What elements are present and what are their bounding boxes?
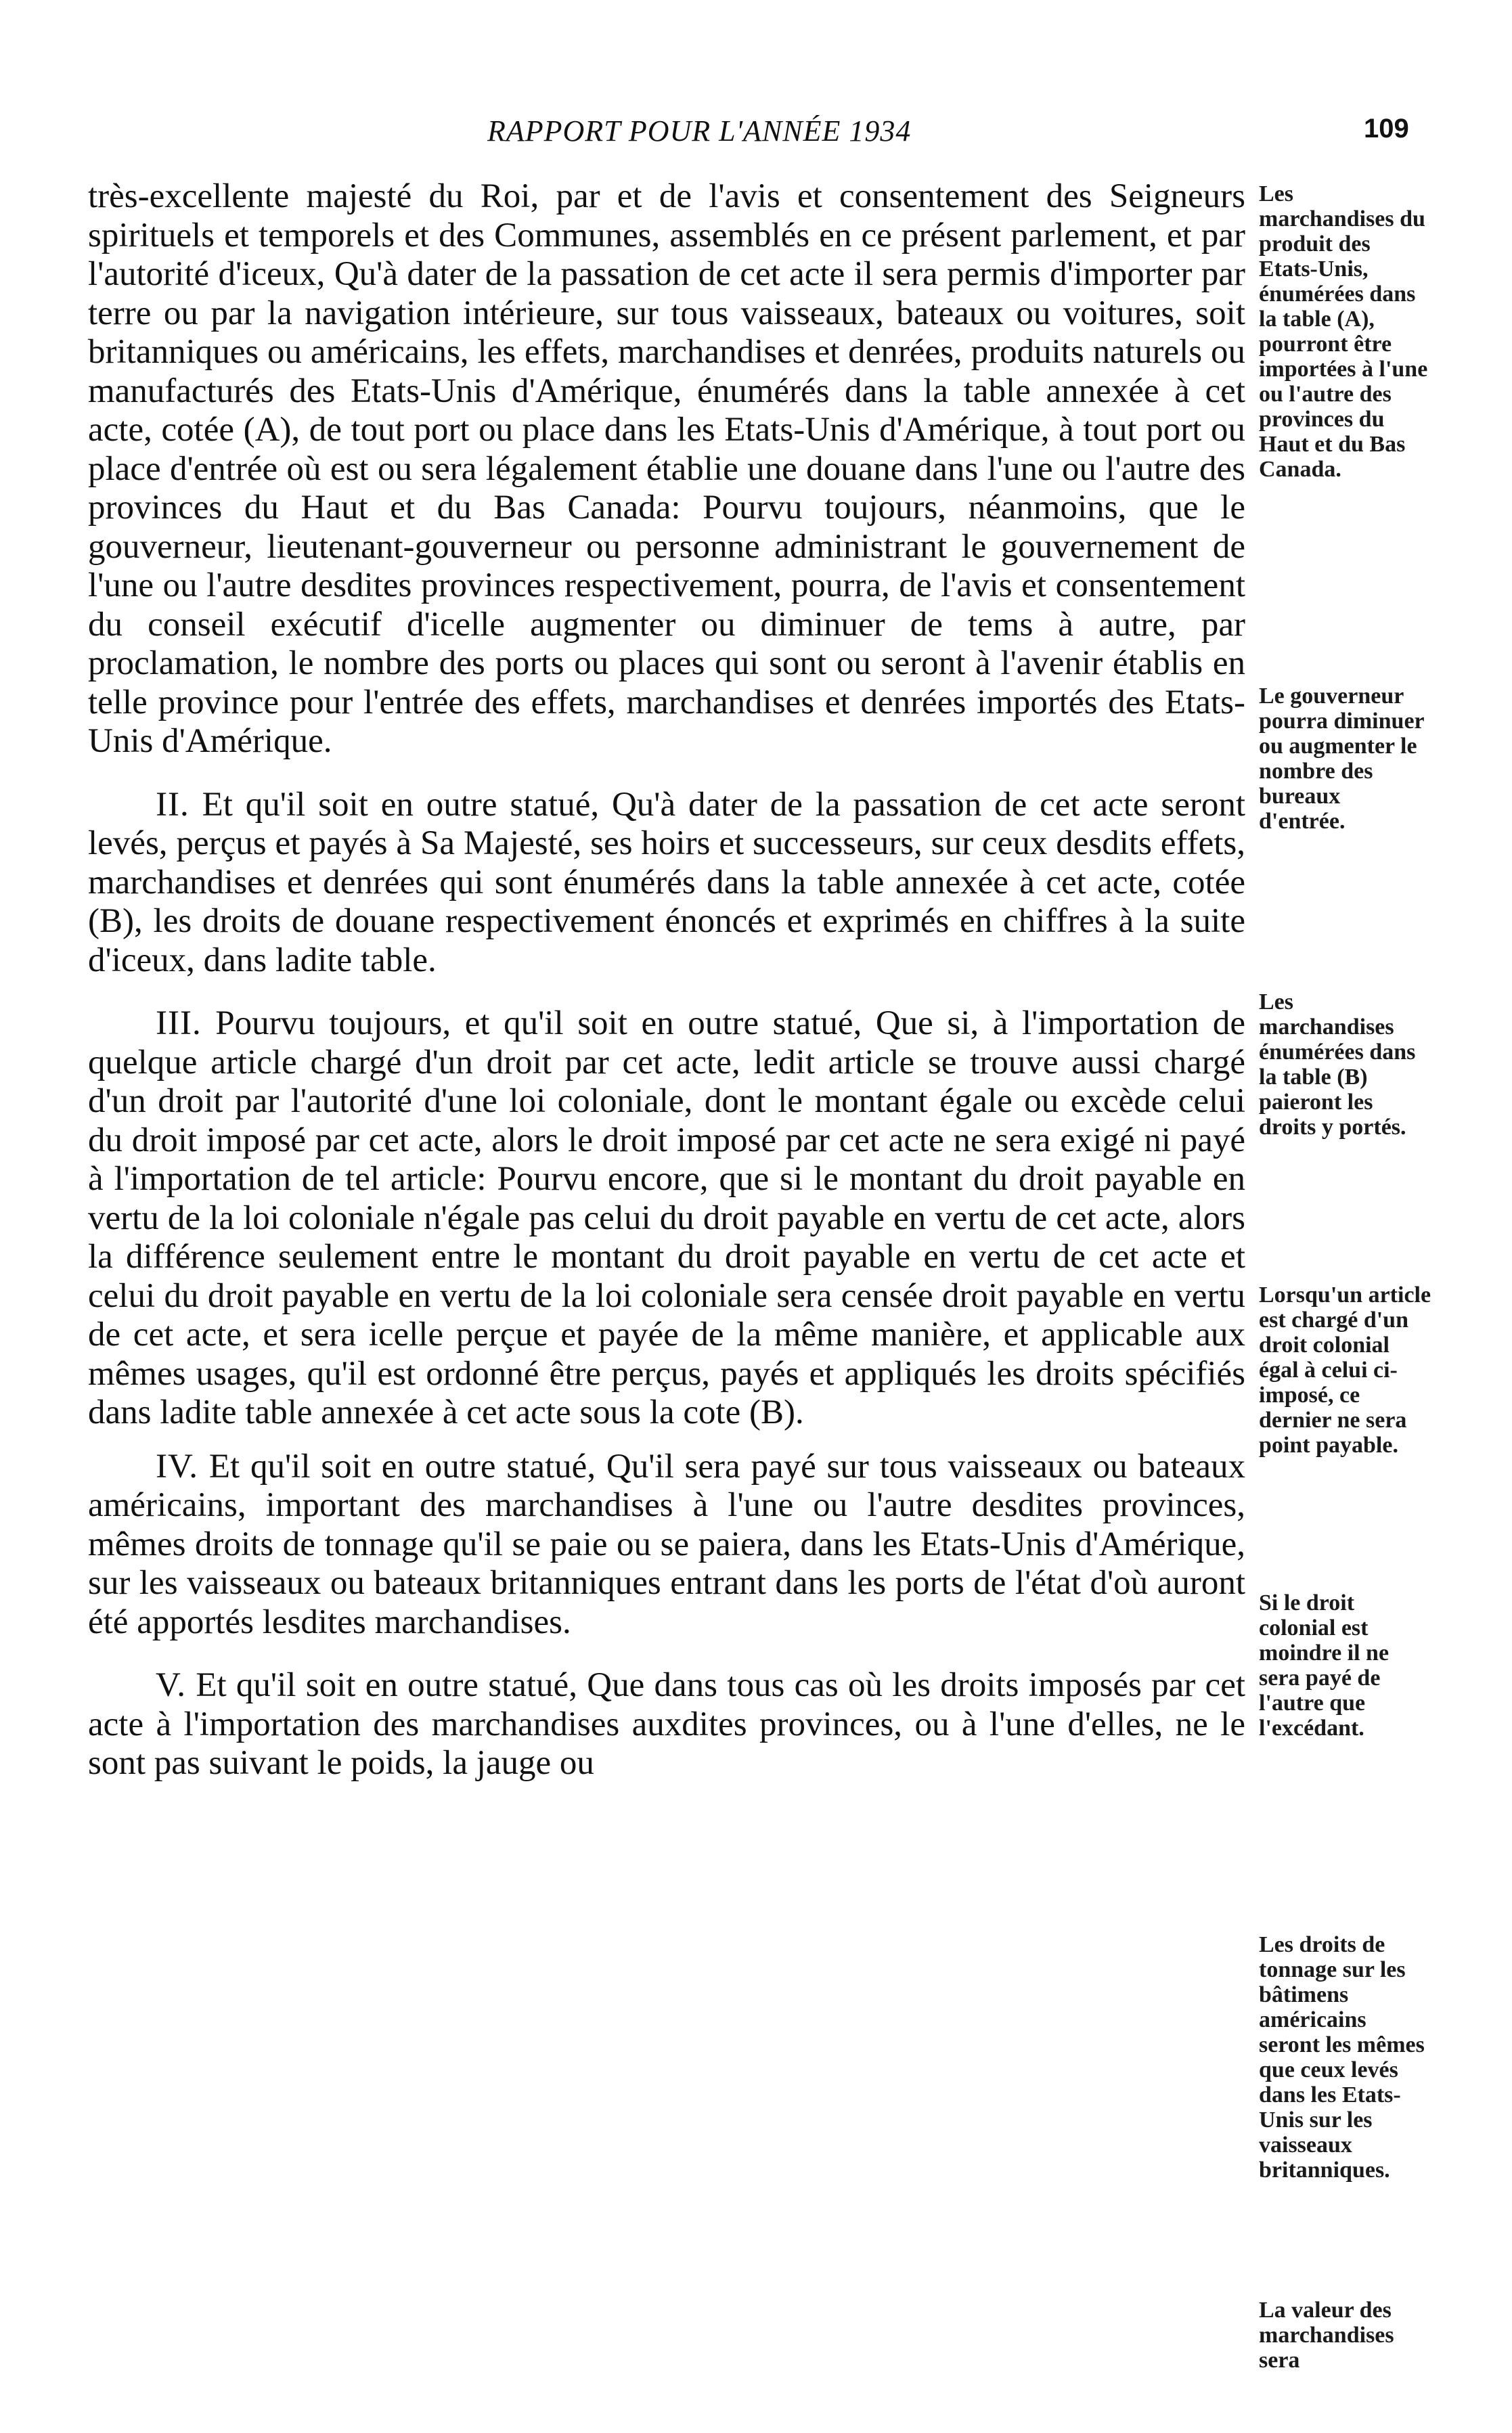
section-4-text: Et qu'il soit en outre statué, Qu'il sera payé sur tous vaisseaux ou bateaux américains, important des marchandises à l'une ou l'autre desdites provinces, mêmes droits de tonnage qu'il se paie ou se paiera, dans les Etats-Unis d'Amérique, sur les vaisseaux ou bateaux britanniques entrant dans les ports de l'état d'où auront été apportés lesdites marchandises. bbox=[88, 1447, 1246, 1641]
section-3-number: III. bbox=[156, 1004, 202, 1042]
section-4 bbox=[88, 1448, 1245, 1643]
page-number: 109 bbox=[1364, 114, 1409, 143]
body-text bbox=[88, 177, 1245, 1783]
marginal-note-1: Les marchandises du produit des Etats-Unis, énumérées dans la table (A), pourront être importées à l'une ou l'autre des provinces du Haut et du Bas Canada. bbox=[1259, 181, 1428, 482]
section-5-number: V. bbox=[156, 1666, 187, 1704]
section-4-number: IV. bbox=[156, 1447, 198, 1486]
running-head bbox=[0, 114, 1512, 161]
marginal-note-6: Les droits de tonnage sur les bâtimens américains seront les mêmes que ceux levés dans les Etats-Unis sur les vaisseaux britanniques. bbox=[1259, 1932, 1425, 2183]
marginal-note-3: Les marchandises énumérées dans la table (B) paieront les droits y portés. bbox=[1259, 989, 1416, 1140]
section-3 bbox=[88, 1004, 1245, 1433]
marginal-note-7: La valeur des marchandises sera bbox=[1259, 2298, 1394, 2373]
section-2 bbox=[88, 786, 1245, 981]
section-5 bbox=[88, 1666, 1245, 1783]
section-3-text: Pourvu toujours, et qu'il soit en outre statué, Que si, à l'importation de quelque article chargé d'un droit par cet acte, ledit article se trouve aussi chargé d'un droit par l'autorité d'une loi coloniale, dont le montant égale ou excède celui du droit imposé par cet acte, alors le droit imposé par cet acte ne sera exigé ni payé à l'importation de tel article: Pourvu encore, que si le montant du droit payable en vertu de la loi coloniale n'égale pas celui du droit payable en vertu de cet acte, alors la différence seulement entre le montant du droit payable en vertu de cet acte et celui du droit payable en vertu de la loi coloniale sera censée droit payable en vertu de cet acte, et sera icelle perçue et payée de la même manière, et applicable aux mêmes usages, qu'il est ordonné être perçus, payés et appliqués les droits spécifiés dans ladite table annexée à cet acte sous la cote (B). bbox=[88, 1004, 1245, 1431]
marginal-note-4: Lorsqu'un article est chargé d'un droit colonial égal à celui ci-imposé, ce dernier ne sera point payable. bbox=[1259, 1282, 1431, 1458]
running-title: RAPPORT POUR L'ANNÉE 1934 bbox=[487, 114, 912, 148]
section-2-number: II. bbox=[156, 785, 190, 824]
paragraph-intro-text: très-excellente majesté du Roi, par et de l'avis et consentement des Seigneurs spirituels et temporels et des Communes, assemblés en ce présent parlement, et par l'autorité d'iceux, Qu'à dater de la passation de cet acte il sera permis d'importer par terre ou par la navigation intérieure, sur tous vaisseaux, bateaux ou voitures, soit britanniques ou américains, les effets, marchandises et denrées, produits naturels ou manufacturés des Etats-Unis d'Amérique, énumérés dans la table annexée à cet acte, cotée (A), de tout port ou place dans les Etats-Unis d'Amérique, à tout port ou place d'entrée où est ou sera légalement établie une douane dans l'une ou l'autre des provinces du Haut et du Bas Canada: Pourvu toujours, néanmoins, que le gouverneur, lieutenant-gouverneur ou personne administrant le gouvernement de l'une ou l'autre desdites provinces respectivement, pourra, de l'avis et consentement du conseil exécutif d'icelle augmenter ou diminuer de tems à autre, par proclamation, le nombre des ports ou places qui sont ou seront à l'avenir établis en telle province pour l'entrée des effets, marchandises et denrées importés des Etats-Unis d'Amérique. bbox=[88, 177, 1245, 760]
section-5-text: Et qu'il soit en outre statué, Que dans tous cas où les droits imposés par cet acte à l'importation des marchandises auxdites provinces, ou à l'une d'elles, ne le sont pas suivant le poids, la jauge ou bbox=[88, 1666, 1246, 1782]
section-2-text: Et qu'il soit en outre statué, Qu'à dater de la passation de cet acte seront levés, perçus et payés à Sa Majesté, ses hoirs et successeurs, sur ceux desdits effets, marchandises et denrées qui sont énumérés dans la table annexée à cet acte, cotée (B), les droits de douane respectivement énoncés et exprimés en chiffres à la suite d'iceux, dans ladite table. bbox=[88, 785, 1246, 979]
paragraph-intro bbox=[88, 177, 1245, 761]
marginal-note-5: Si le droit colonial est moindre il ne sera payé de l'autre que l'excédant. bbox=[1259, 1590, 1389, 1741]
marginal-note-2: Le gouverneur pourra diminuer ou augmenter le nombre des bureaux d'entrée. bbox=[1259, 684, 1425, 834]
